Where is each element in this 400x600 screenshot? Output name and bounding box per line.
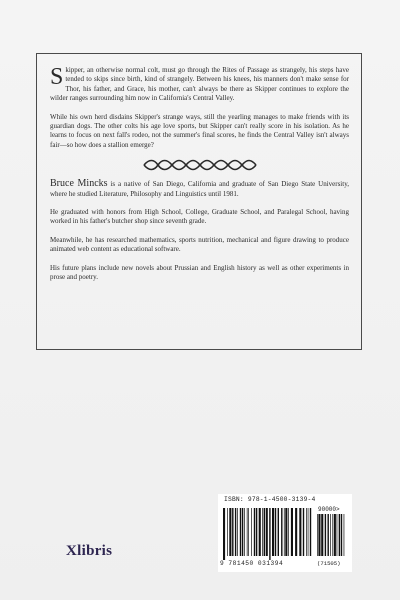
barcode-bar <box>259 508 261 556</box>
barcode-bar <box>328 514 329 556</box>
barcode-bar <box>299 508 301 556</box>
publisher-logo: Xlibris <box>66 543 113 559</box>
bio-paragraph-1-text: is a native of San Diego, California and graduate of San Diego State University, where he studied Literature, Philosophy and Linguistics until 1981. <box>50 180 349 198</box>
barcode-bar <box>223 508 225 560</box>
barcode-bar <box>337 514 338 556</box>
barcode-addon-digits: (71505) <box>317 560 341 567</box>
knotwork-divider-ornament <box>140 159 260 171</box>
barcode-bar <box>306 508 307 556</box>
barcode-bar <box>272 508 274 556</box>
barcode-bar <box>242 508 243 556</box>
bio-paragraph-2: He graduated with honors from High School, College, Graduate School, and Paralegal School, having worked in his father's butcher shop since seventh grade. <box>50 208 349 226</box>
book-blurb <box>50 66 349 150</box>
bio-paragraph-1 <box>50 179 349 199</box>
barcode-bar <box>254 508 255 556</box>
barcode-bar <box>262 508 263 556</box>
author-name: Bruce Mincks <box>50 178 108 190</box>
author-bio <box>50 179 349 282</box>
barcode-bar <box>303 508 304 556</box>
bio-paragraph-4: His future plans include new novels about Prussian and English history as well as other experiments in prose and poetry. <box>50 263 349 282</box>
barcode-bar <box>332 514 333 556</box>
barcode-bar <box>278 508 279 556</box>
barcode-bar <box>317 514 318 556</box>
barcode-bar <box>308 508 309 556</box>
barcode-bar <box>264 508 265 556</box>
barcode-bar <box>235 508 236 556</box>
barcode-bar <box>281 508 282 556</box>
barcode-bar <box>247 508 248 556</box>
barcode-bar <box>325 514 326 556</box>
barcode-bar <box>321 514 323 556</box>
barcode-digits: 9 781450 031394 <box>220 560 284 567</box>
barcode-bar <box>232 508 233 556</box>
barcode-bar <box>256 508 257 556</box>
barcode-bar <box>240 508 241 556</box>
barcode-bar <box>334 514 336 556</box>
price-code: 90000> <box>318 506 340 513</box>
barcode-bar <box>227 508 228 556</box>
barcode-bar <box>288 508 289 556</box>
barcode-bar <box>330 514 331 556</box>
blurb-paragraph-2: While his own herd disdains Skipper's strange ways, still the yearling manages to make friends with its guardian dogs. The other colts his age love sports, but Skipper can't really score in his isolation. As he learns to focus on next fall's rodeo, not the summer's final scores, he finds the Central Valley isn't always fair—so how does a stallion emerge? <box>50 112 349 149</box>
barcode-bar <box>284 508 285 556</box>
barcode-bar <box>318 514 320 556</box>
barcode-bar <box>310 508 311 556</box>
barcode-bar <box>275 508 276 556</box>
barcode-bar <box>266 508 268 556</box>
barcode-bar <box>291 508 293 556</box>
barcode-bar <box>251 508 252 556</box>
blurb-paragraph-1: Skipper, an otherwise normal colt, must go through the Rites of Passage as strangely, his steps have tended to skips since birth, kind of strangely. Between his knees, his manners don't make sense for Thor, his father, and Grace, his mother, can't always be there as Skipper continues to explore the wilder ranges surrounding him now in California's Central Valley. <box>50 64 349 103</box>
bio-paragraph-3: Meanwhile, he has researched mathematics, sports nutrition, mechanical and figure drawing to produce animated web content as educational software. <box>50 235 349 254</box>
barcode-bar <box>244 508 245 556</box>
isbn-label: ISBN: 978-1-4500-3139-4 <box>224 496 316 503</box>
barcode-bar <box>344 514 345 556</box>
isbn-barcode <box>218 494 352 572</box>
addon-barcode-bars <box>316 514 348 560</box>
barcode-bar <box>229 508 231 556</box>
description-frame <box>36 53 362 350</box>
barcode-bar <box>295 508 297 556</box>
barcode-bar <box>341 514 342 556</box>
barcode-bar <box>339 514 340 556</box>
barcode-bar <box>285 508 287 556</box>
barcode-bar <box>269 508 270 560</box>
barcode-bar <box>237 508 238 556</box>
ean-barcode-bars <box>222 508 314 560</box>
barcode-bar <box>248 508 249 556</box>
